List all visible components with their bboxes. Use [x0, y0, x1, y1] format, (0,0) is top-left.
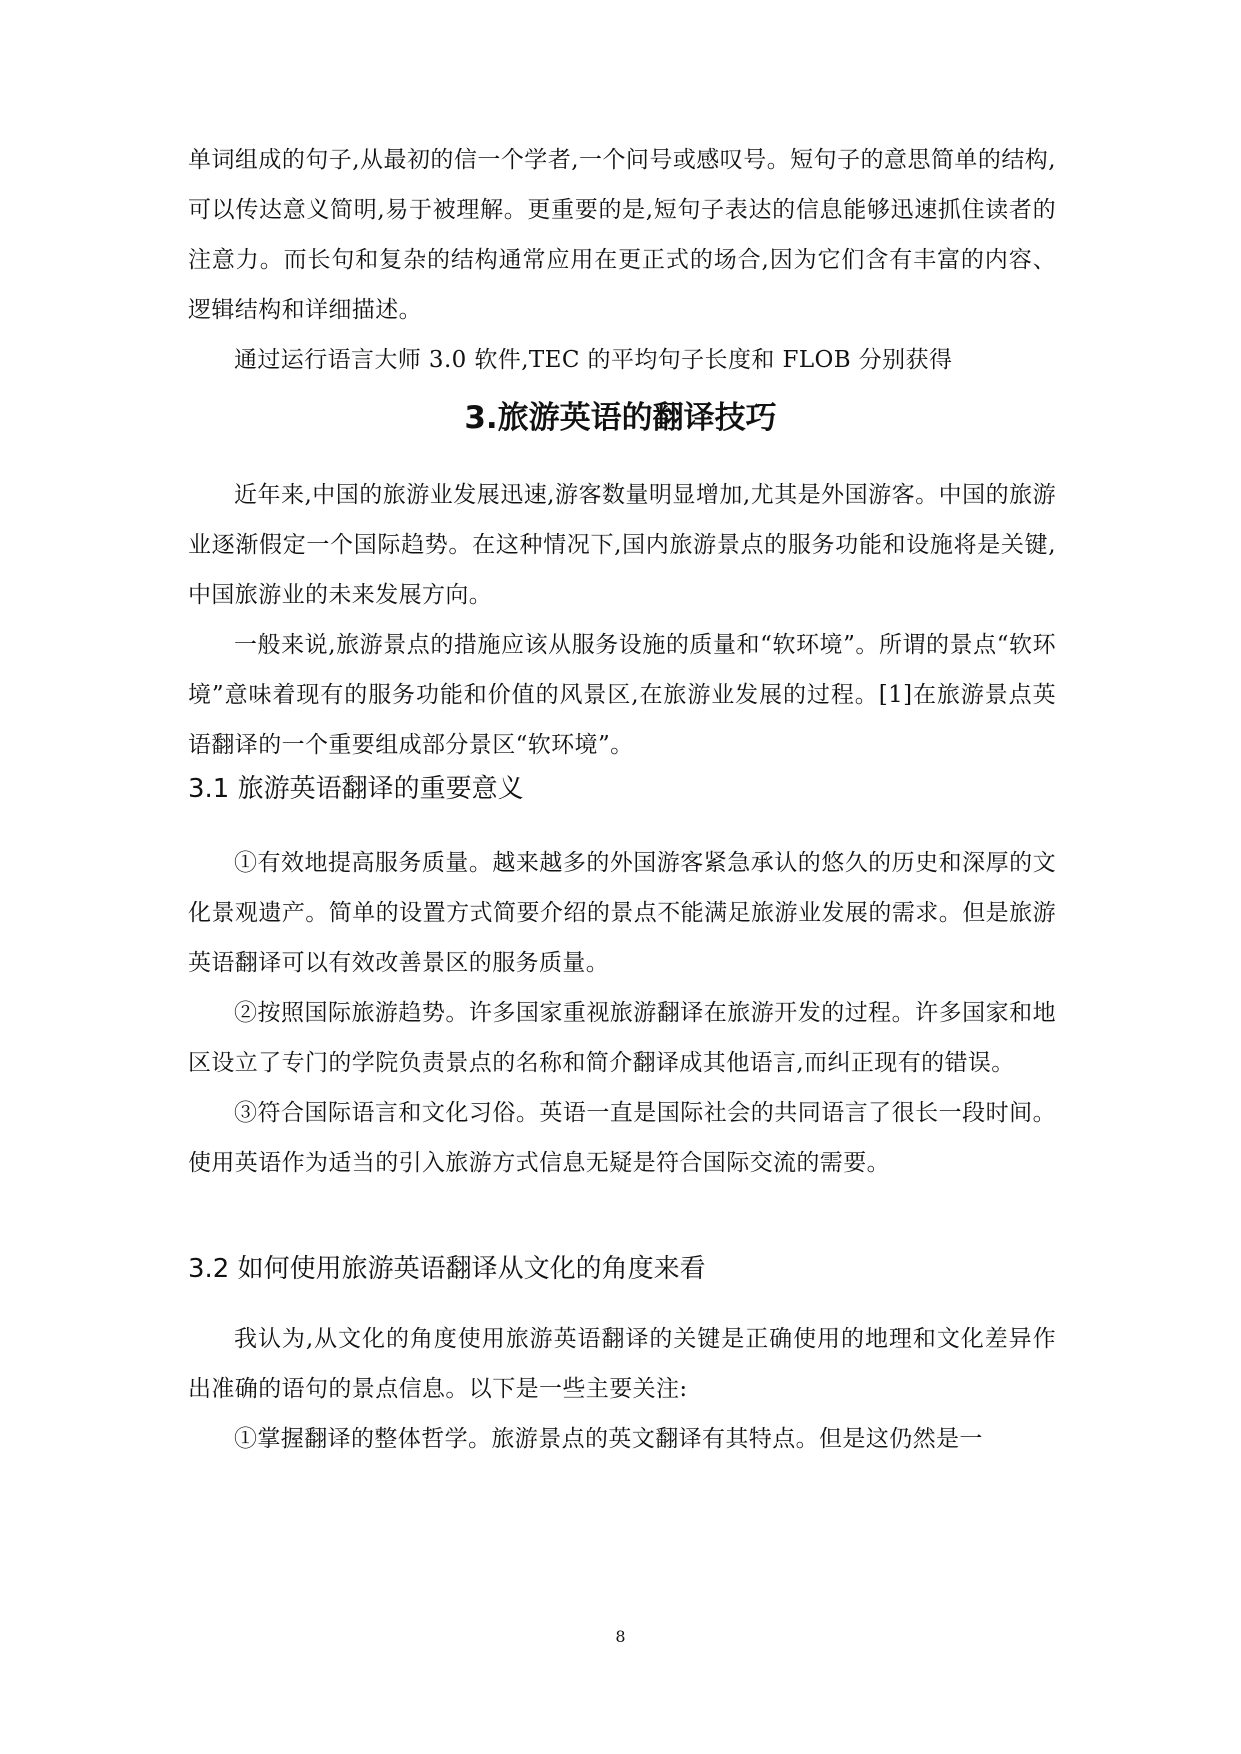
chapter-title: 3.旅游英语的翻译技巧 — [464, 400, 777, 436]
intro-paragraph-1: 单词组成的句子,从最初的信一个学者,一个问号或感叹号。短句子的意思简单的结构,可以传达意义简明,易于被理解。更重要的是,短句子表达的信息能够迅速抓住读者的注意力。而长句和复杂的结构通常应用在更正式的场合,因为它们含有丰富的内容、逻辑结构和详细描述。 — [188, 147, 1056, 323]
section-3-2-title: 3.2 如何使用旅游英语翻译从文化的角度来看 — [188, 1254, 706, 1284]
chapter-paragraph-2: 一般来说,旅游景点的措施应该从服务设施的质量和“软环境”。所谓的景点“软环境”意味着现有的服务功能和价值的风景区,在旅游业发展的过程。[1]在旅游景点英语翻译的一个重要组成部分景区“软环境”。 — [188, 632, 1056, 758]
section-3-1-title: 3.1 旅游英语翻译的重要意义 — [188, 774, 524, 804]
page-number: 8 — [615, 1627, 626, 1646]
section-3-1-paragraph-1: ①有效地提高服务质量。越来越多的外国游客紧急承认的悠久的历史和深厚的文化景观遗产。简单的设置方式简要介绍的景点不能满足旅游业发展的需求。但是旅游英语翻译可以有效改善景区的服务质量。 — [188, 850, 1056, 976]
section-3-1-paragraph-2: ②按照国际旅游趋势。许多国家重视旅游翻译在旅游开发的过程。许多国家和地区设立了专门的学院负责景点的名称和简介翻译成其他语言,而纠正现有的错误。 — [188, 1000, 1056, 1076]
section-3-2-paragraph-1: 我认为,从文化的角度使用旅游英语翻译的关键是正确使用的地理和文化差异作出准确的语句的景点信息。以下是一些主要关注: — [188, 1326, 1056, 1402]
intro-block — [188, 135, 1056, 385]
intro-paragraph-2: 通过运行语言大师 3.0 软件,TEC 的平均句子长度和 FLOB 分别获得 — [234, 347, 953, 373]
section-3-1-paragraph-3: ③符合国际语言和文化习俗。英语一直是国际社会的共同语言了很长一段时间。使用英语作为适当的引入旅游方式信息无疑是符合国际交流的需要。 — [188, 1100, 1056, 1176]
section-3-2-paragraph-2: ①掌握翻译的整体哲学。旅游景点的英文翻译有其特点。但是这仍然是一 — [234, 1426, 983, 1452]
chapter-body — [188, 470, 1056, 770]
section-3-1-body — [188, 838, 1056, 1188]
section-3-2-body — [188, 1314, 1056, 1464]
chapter-paragraph-1: 近年来,中国的旅游业发展迅速,游客数量明显增加,尤其是外国游客。中国的旅游业逐渐假定一个国际趋势。在这种情况下,国内旅游景点的服务功能和设施将是关键,中国旅游业的未来发展方向。 — [188, 482, 1056, 608]
